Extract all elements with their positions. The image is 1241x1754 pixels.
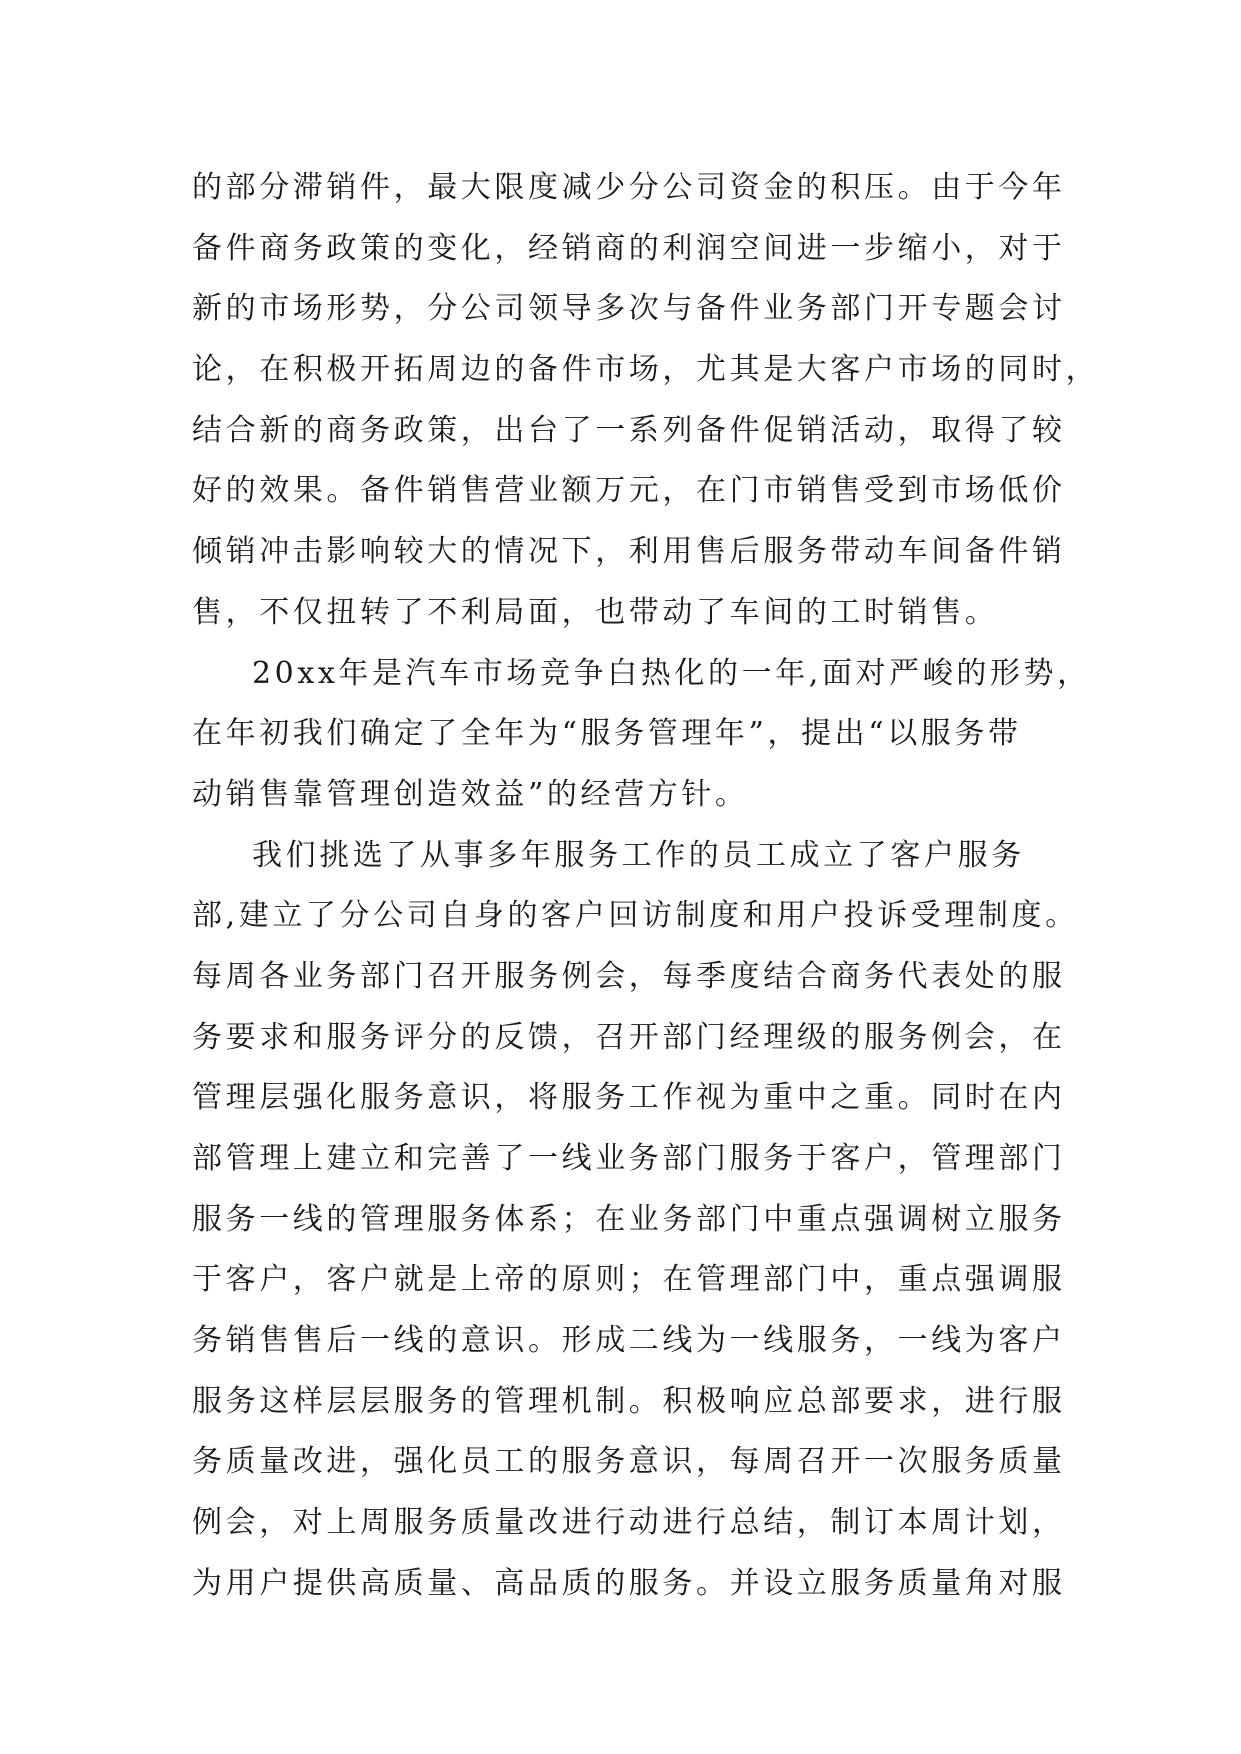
text-line: 动销售靠管理创造效益”的经营方针。 <box>192 776 749 812</box>
text-line: 务销售售后一线的意识。形成二线为一线服务，一线为客户 <box>192 1323 1066 1359</box>
text-line: 好的效果。备件销售营业额万元，在门市销售受到市场低价 <box>192 473 1066 509</box>
text-line: 结合新的商务政策，出台了一系列备件促销活动，取得了较 <box>192 412 1066 448</box>
text-line: 的部分滞销件，最大限度减少分公司资金的积压。由于今年 <box>192 170 1066 205</box>
text-line: 服务一线的管理服务体系；在业务部门中重点强调树立服务 <box>192 1201 1066 1237</box>
text-line: 每周各业务部门召开服务例会，每季度结合商务代表处的服 <box>192 958 1066 994</box>
text-line: 务要求和服务评分的反馈，召开部门经理级的服务例会，在 <box>192 1019 1066 1055</box>
text-line: 我们挑选了从事多年服务工作的员工成立了客户服务 <box>252 837 1025 873</box>
text-line: 部,建立了分公司自身的客户回访制度和用户投诉受理制度。 <box>192 898 1079 934</box>
text-line: 备件商务政策的变化，经销商的利润空间进一步缩小，对于 <box>192 230 1066 266</box>
text-line: 为用户提供高质量、高品质的服务。并设立服务质量角对服 <box>192 1565 1066 1601</box>
text-line: 部管理上建立和完善了一线业务部门服务于客户，管理部门 <box>192 1141 1066 1176</box>
text-line: 新的市场形势，分公司领导多次与备件业务部门开专题会讨 <box>192 291 1066 327</box>
text-line: 管理层强化服务意识，将服务工作视为重中之重。同时在内 <box>192 1080 1066 1116</box>
text-line: 于客户，客户就是上帝的原则；在管理部门中，重点强调服 <box>192 1262 1066 1298</box>
text-line: 务质量改进，强化员工的服务意识，每周召开一次服务质量 <box>192 1444 1066 1480</box>
text-line: 20xx年是汽车市场竞争白热化的一年,面对严峻的形势， <box>252 655 1091 691</box>
text-line: 在年初我们确定了全年为“服务管理年”，提出“以服务带 <box>192 716 1022 752</box>
text-line: 售，不仅扭转了不利局面，也带动了车间的工时销售。 <box>192 594 999 630</box>
body-text <box>192 158 1100 1615</box>
text-line: 例会，对上周服务质量改进行动进行总结，制订本周计划， <box>192 1505 1066 1541</box>
text-line: 倾销冲击影响较大的情况下，利用售后服务带动车间备件销 <box>192 534 1066 570</box>
text-line: 论，在积极开拓周边的备件市场，尤其是大客户市场的同时， <box>192 352 1100 388</box>
text-line: 服务这样层层服务的管理机制。积极响应总部要求，进行服 <box>192 1383 1066 1419</box>
